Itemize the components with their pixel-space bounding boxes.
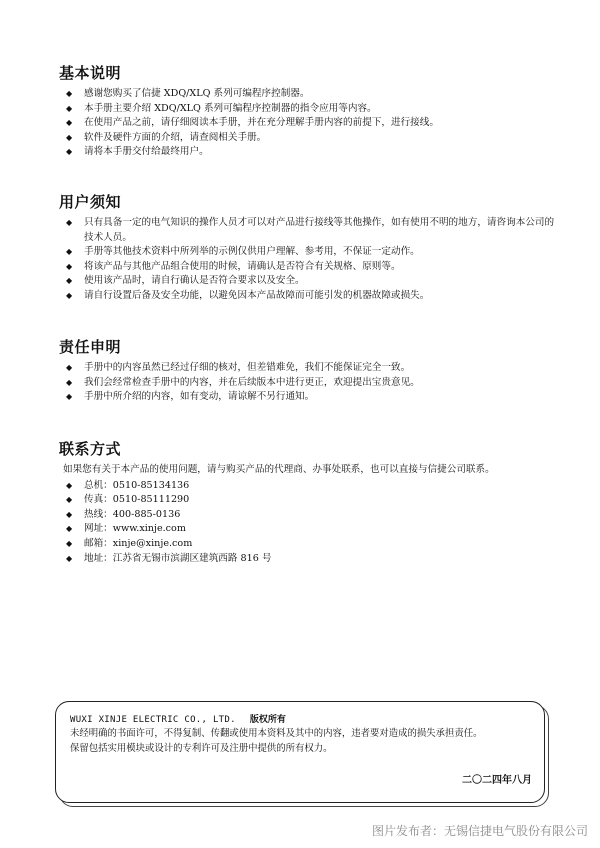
list-item: ◆ 感谢您购买了信捷 XDQ/XLQ 系列可编程序控制器。 bbox=[59, 87, 559, 102]
bullet-icon: ◆ bbox=[66, 261, 73, 271]
publish-date: 二〇二四年八月 bbox=[462, 775, 532, 786]
contact-list bbox=[59, 479, 559, 567]
list-item: ◆ 我们会经常检查手册中的内容，并在后续版本中进行更正，欢迎提出宝贵意见。 bbox=[59, 376, 559, 391]
contact-intro: 如果您有关于本产品的使用问题，请与购买产品的代理商、办事处联系，也可以直接与信捷公司联系。 bbox=[63, 464, 495, 475]
list-item: ◆ 请自行设置后备及安全功能，以避免因本产品故障而可能引发的机器故障或损失。 bbox=[59, 289, 559, 304]
copyright-header bbox=[70, 713, 532, 727]
list-item: ◆ 本手册主要介绍 XDQ/XLQ 系列可编程序控制器的指令应用等内容。 bbox=[59, 102, 559, 117]
bullet-icon: ◆ bbox=[66, 118, 73, 128]
list-item: ◆ 软件及硬件方面的介绍，请查阅相关手册。 bbox=[59, 131, 559, 146]
list-item: ◆ 将该产品与其他产品组合使用的时候，请确认是否符合有关规格、原则等。 bbox=[59, 260, 559, 275]
bullet-icon: ◆ bbox=[66, 363, 73, 372]
contact-website: ◆ 网址：www.xinje.com bbox=[59, 522, 559, 537]
list-item: ◆ 请将本手册交付给最终用户。 bbox=[59, 145, 559, 160]
image-credit: 图片发布者：无锡信捷电气股份有限公司 bbox=[371, 824, 588, 838]
contact-phone: ◆ 总机：0510-85134136 bbox=[59, 479, 559, 494]
bullet-icon: ◆ bbox=[66, 524, 73, 534]
liability-list bbox=[59, 361, 559, 405]
bullet-icon: ◆ bbox=[66, 276, 73, 286]
list-item: ◆ 使用该产品时，请自行确认是否符合要求以及安全。 bbox=[59, 274, 559, 289]
bullet-icon: ◆ bbox=[66, 89, 73, 98]
section-title: 联系方式 bbox=[59, 440, 122, 458]
bullet-icon: ◆ bbox=[66, 377, 73, 387]
copyright-line-2: 保留包括实用模块或设计的专利许可及注册中提供的所有权力。 bbox=[70, 742, 333, 754]
list-item: ◆ 在使用产品之前，请仔细阅读本手册，并在充分理解手册内容的前提下，进行接线。 bbox=[59, 116, 559, 131]
bullet-icon: ◆ bbox=[66, 103, 73, 113]
section-contact bbox=[59, 440, 559, 566]
bullet-icon: ◆ bbox=[66, 553, 73, 563]
list-item: ◆ 手册中所介绍的内容，如有变动，请谅解不另行通知。 bbox=[59, 390, 559, 405]
contact-fax: ◆ 传真：0510-85111290 bbox=[59, 493, 559, 508]
contact-email: ◆ 邮箱：xinje@xinje.com bbox=[59, 537, 559, 552]
bullet-icon: ◆ bbox=[66, 247, 73, 257]
copyright-box bbox=[55, 701, 545, 803]
bullet-icon: ◆ bbox=[66, 218, 73, 227]
copyright-line-1: 未经明确的书面许可，不得复制、传翻或使用本资料及其中的内容，违者要对造成的损失承担责任。 bbox=[70, 728, 483, 739]
section-title: 责任申明 bbox=[59, 338, 122, 356]
notice-list bbox=[59, 216, 559, 304]
bullet-icon: ◆ bbox=[66, 480, 73, 490]
rights-label: 版权所有 bbox=[249, 715, 286, 725]
basic-list bbox=[59, 87, 559, 160]
bullet-icon: ◆ bbox=[66, 538, 73, 548]
contact-address: ◆ 地址：江苏省无锡市滨湖区建筑西路 816 号 bbox=[59, 552, 559, 567]
section-basic bbox=[59, 64, 559, 160]
contact-hotline: ◆ 热线：400-885-0136 bbox=[59, 508, 559, 523]
list-item: ◆ 手册等其他技术资料中所列举的示例仅供用户理解、参考用，不保证一定动作。 bbox=[59, 245, 559, 260]
list-item: ◆ 只有具备一定的电气知识的操作人员才可以对产品进行接线等其他操作，如有使用不明的地方，请咨询本公司的技术人员。 bbox=[66, 217, 555, 243]
list-item: ◆ 手册中的内容虽然已经过仔细的核对，但差错难免，我们不能保证完全一致。 bbox=[59, 361, 559, 376]
section-liability bbox=[59, 338, 559, 405]
bullet-icon: ◆ bbox=[66, 290, 73, 300]
bullet-icon: ◆ bbox=[66, 509, 73, 519]
bullet-icon: ◆ bbox=[66, 392, 73, 402]
section-notice bbox=[59, 193, 559, 304]
bullet-icon: ◆ bbox=[66, 132, 73, 142]
bullet-icon: ◆ bbox=[66, 147, 73, 157]
section-title: 基本说明 bbox=[59, 64, 122, 82]
bullet-icon: ◆ bbox=[66, 495, 73, 505]
company-name: WUXI XINJE ELECTRIC CO., LTD. bbox=[70, 715, 236, 725]
section-title: 用户须知 bbox=[59, 193, 122, 211]
